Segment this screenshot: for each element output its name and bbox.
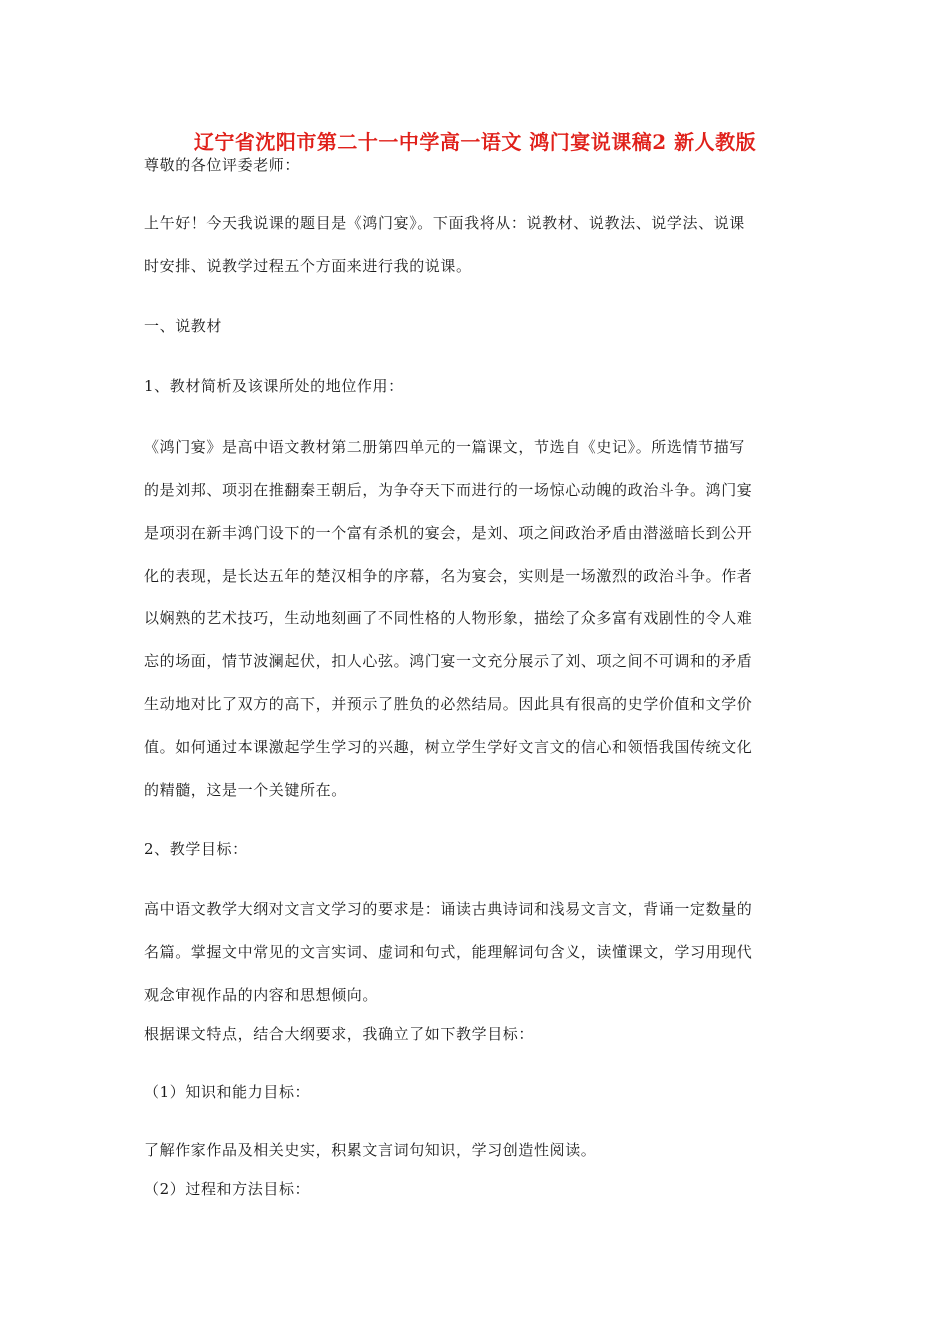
paragraph-line: 了解作家作品及相关史实，积累文言词句知识，学习创造性阅读。 <box>144 1141 597 1159</box>
section-heading: 一、说教材 <box>144 317 223 335</box>
paragraph-line: 的是刘邦、项羽在推翻秦王朝后，为争夺天下而进行的一场惊心动魄的政治斗争。鸿门宴 <box>144 481 753 499</box>
paragraph-line: 根据课文特点，结合大纲要求，我确立了如下教学目标： <box>144 1025 535 1043</box>
paragraph-line: 尊敬的各位评委老师： <box>144 156 301 174</box>
paragraph-line: 观念审视作品的内容和思想倾向。 <box>144 986 379 1004</box>
list-item-heading: （2）过程和方法目标： <box>144 1180 311 1198</box>
paragraph-line: 以娴熟的艺术技巧，生动地刻画了不同性格的人物形象，描绘了众多富有戏剧性的令人难 <box>144 609 753 627</box>
paragraph-line: 的精髓，这是一个关键所在。 <box>144 781 347 799</box>
paragraph-line: 是项羽在新丰鸿门设下的一个富有杀机的宴会，是刘、项之间政治矛盾由潜滋暗长到公开 <box>144 524 753 542</box>
paragraph-line: 忘的场面，情节波澜起伏，扣人心弦。鸿门宴一文充分展示了刘、项之间不可调和的矛盾 <box>144 652 753 670</box>
paragraph-line: 名篇。掌握文中常见的文言实词、虚词和句式，能理解词句含义，读懂课文，学习用现代 <box>144 943 753 961</box>
subsection-heading: 1、教材简析及该课所处的地位作用： <box>144 377 404 395</box>
paragraph-line: 生动地对比了双方的高下，并预示了胜负的必然结局。因此具有很高的史学价值和文学价 <box>144 695 753 713</box>
paragraph-line: 上午好！今天我说课的题目是《鸿门宴》。下面我将从：说教材、说教法、说学法、说课 <box>144 214 745 232</box>
paragraph-line: 高中语文教学大纲对文言文学习的要求是：诵读古典诗词和浅易文言文，背诵一定数量的 <box>144 900 753 918</box>
subsection-heading: 2、教学目标： <box>144 840 248 858</box>
paragraph-line: 化的表现，是长达五年的楚汉相争的序幕，名为宴会，实则是一场激烈的政治斗争。作者 <box>144 567 753 585</box>
paragraph-line: 时安排、说教学过程五个方面来进行我的说课。 <box>144 257 472 275</box>
paragraph-line: 《鸿门宴》是高中语文教材第二册第四单元的一篇课文，节选自《史记》。所选情节描写 <box>144 438 745 456</box>
document-title: 辽宁省沈阳市第二十一中学高一语文 鸿门宴说课稿2 新人教版 <box>193 130 757 154</box>
list-item-heading: （1）知识和能力目标： <box>144 1083 311 1101</box>
paragraph-line: 值。如何通过本课激起学生学习的兴趣，树立学生学好文言文的信心和领悟我国传统文化 <box>144 738 753 756</box>
